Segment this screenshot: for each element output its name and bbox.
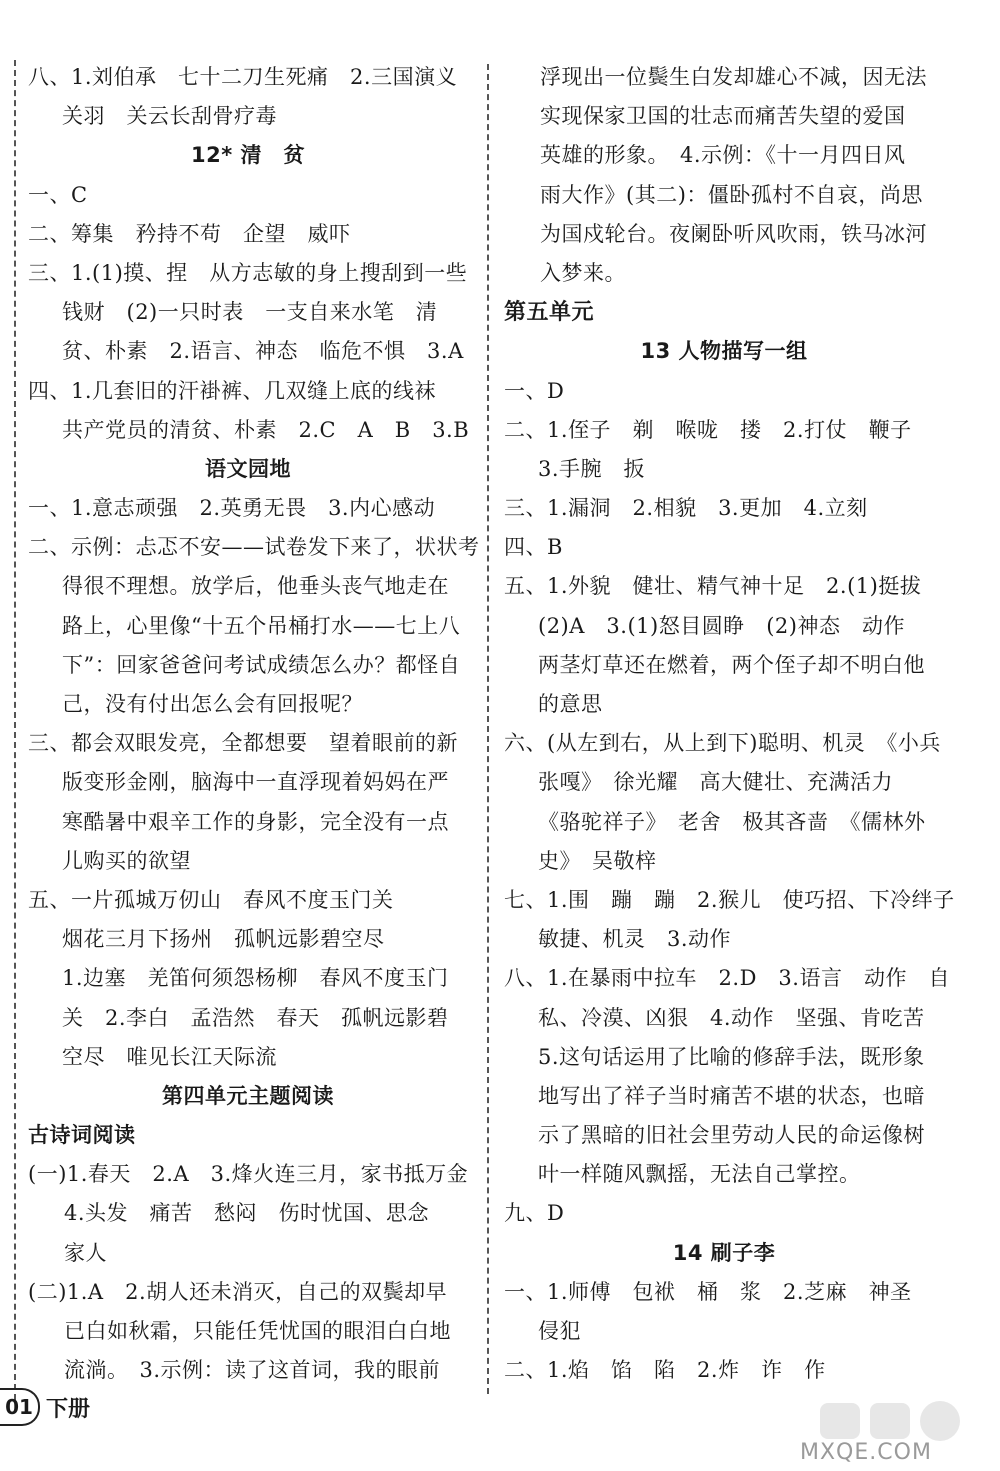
- answer-line: 空尽 唯见长江天际流: [62, 1044, 277, 1069]
- answer-line: 贫、朴素 2.语言、神态 临危不惧 3.A: [62, 339, 464, 364]
- answer-column-right: [504, 58, 955, 1390]
- page-number: 01: [0, 1388, 40, 1426]
- answer-line: 关羽 关云长刮骨疗毒: [62, 104, 277, 129]
- answer-column-left: [28, 58, 480, 1390]
- answer-line: 《骆驼祥子》 老舍 极其吝啬 《儒林外: [538, 809, 926, 834]
- answer-line: 1.边塞 羌笛何须怨杨柳 春风不度玉门: [62, 966, 449, 991]
- answer-line: 九、D: [504, 1201, 565, 1226]
- answer-line: 得很不理想。放学后，他垂头丧气地走在: [62, 574, 449, 599]
- left-margin-rule: [14, 60, 16, 1400]
- answer-line: 史》 吴敬梓: [538, 848, 657, 873]
- answer-line: 家人: [64, 1240, 107, 1265]
- answer-line: 儿购买的欲望: [62, 848, 191, 873]
- answer-line: 钱财 (2)一只时表 一支自来水笔 清: [62, 300, 438, 325]
- answer-line: 二、示例：忐忑不安——试卷发下来了，状状考: [28, 535, 480, 560]
- answer-line: 实现保家卫国的壮志而痛苦失望的爱国: [540, 104, 906, 129]
- answer-line: 13 人物描写一组: [640, 339, 808, 364]
- answer-line: 古诗词阅读: [28, 1123, 136, 1148]
- answer-line: 版变形金刚，脑海中一直浮现着妈妈在严: [62, 770, 449, 795]
- answer-line: 一、1.师傅 包袱 桶 浆 2.芝麻 神圣: [504, 1279, 912, 1304]
- column-divider: [487, 64, 489, 1394]
- answer-line: 的意思: [538, 692, 603, 716]
- watermark-text: MXQE.COM: [800, 1440, 932, 1465]
- answer-line: 雨大作》(其二)：僵卧孤村不自哀，尚思: [540, 182, 923, 207]
- answer-line: 二、1.焰 馅 陷 2.炸 诈 作: [504, 1358, 826, 1383]
- answer-line: 浮现出一位鬓生白发却雄心不减，因无法: [540, 65, 927, 89]
- answer-line: (2)A 3.(1)怒目圆睁 (2)神态 动作: [538, 613, 905, 638]
- answer-line: 示了黑暗的旧社会里劳动人民的命运像树: [538, 1123, 925, 1148]
- answer-line: 流淌。 3.示例：读了这首词，我的眼前: [64, 1358, 441, 1383]
- answer-line: 语文园地: [205, 456, 291, 481]
- answer-line: 八、1.刘伯承 七十二刀生死痛 2.三国演义: [28, 65, 458, 89]
- answer-line: (一)1.春天 2.A 3.烽火连三月，家书抵万金: [28, 1162, 469, 1187]
- answer-line: 寒酷暑中艰辛工作的身影，完全没有一点: [62, 809, 449, 834]
- answer-line: 六、(从左到右，从上到下)聪明、机灵 《小兵: [504, 731, 941, 756]
- answer-line: 14 刷子李: [672, 1240, 776, 1265]
- answer-line: 张嘎》 徐光耀 高大健壮、充满活力: [538, 770, 893, 795]
- answer-line: 3.手腕 扳: [538, 456, 646, 481]
- answer-line: 关 2.李白 孟浩然 春天 孤帆远影碧: [62, 1005, 449, 1030]
- answer-line: 四、B: [504, 535, 563, 560]
- answer-line: 路上，心里像“十五个吊桶打水——七上八: [62, 613, 461, 638]
- answer-line: 共产党员的清贫、朴素 2.C A B 3.B: [62, 417, 470, 442]
- answer-line: 私、冷漠、凶狠 4.动作 坚强、肯吃苦: [538, 1005, 925, 1030]
- answer-line: 四、1.几套旧的汗褂裤、几双缝上底的线袜: [28, 378, 437, 403]
- answer-line: 一、1.意志顽强 2.英勇无畏 3.内心感动: [28, 496, 436, 521]
- answer-line: 三、1.漏洞 2.相貌 3.更加 4.立刻: [504, 496, 868, 521]
- answer-line: 5.这句话运用了比喻的修辞手法，既形象: [538, 1044, 925, 1069]
- answer-line: 烟花三月下扬州 孤帆远影碧空尽: [62, 927, 385, 952]
- answer-line: 入梦来。: [540, 260, 626, 285]
- answer-line: 七、1.围 蹦 蹦 2.猴儿 使巧招、下冷绊子: [504, 887, 955, 912]
- answer-line: 英雄的形象。 4.示例：《十一月四日风: [540, 143, 906, 168]
- answer-line: 二、筹集 矜持不苟 企望 威吓: [28, 221, 351, 246]
- answer-line: 八、1.在暴雨中拉车 2.D 3.语言 动作 自: [504, 966, 950, 991]
- answer-line: 叶一样随风飘摇，无法自己掌控。: [538, 1162, 861, 1187]
- answer-line: 4.头发 痛苦 愁闷 伤时忧国、思念: [64, 1201, 430, 1226]
- answer-line: 五、1.外貌 健壮、精气神十足 2.(1)挺拔: [504, 574, 922, 599]
- answer-line: 敏捷、机灵 3.动作: [538, 927, 732, 952]
- answer-line: 已白如秋霜，只能任凭忧国的眼泪白白地: [64, 1319, 451, 1343]
- answer-line: 三、都会双眼发亮，全都想要 望着眼前的新: [28, 731, 458, 756]
- answer-line: 五、一片孤城万仞山 春风不度玉门关: [28, 887, 394, 912]
- answer-line: 第五单元: [504, 300, 595, 326]
- answer-line: 12* 清 贫: [190, 143, 306, 168]
- answer-line: 三、1.(1)摸、捏 从方志敏的身上搜刮到一些: [28, 260, 468, 285]
- answer-line: 两茎灯草还在燃着，两个侄子却不明白他: [538, 652, 925, 677]
- answer-line: 下”：回家爸爸问考试成绩怎么办？都怪自: [62, 652, 461, 677]
- answer-line: (二)1.A 2.胡人还未消灭，自己的双鬓却早: [28, 1279, 448, 1304]
- answer-line: 侵犯: [538, 1319, 581, 1343]
- answer-line: 一、D: [504, 378, 565, 403]
- answer-line: 第四单元主题阅读: [162, 1083, 334, 1108]
- page-footer: [0, 1388, 90, 1426]
- answer-line: 己，没有付出怎么会有回报呢？: [62, 692, 363, 716]
- answer-line: 一、C: [28, 182, 88, 207]
- volume-label: 下册: [46, 1396, 91, 1422]
- answer-line: 为国戍轮台。夜阑卧听风吹雨，铁马冰河: [540, 221, 927, 246]
- answer-line: 二、1.侄子 剃 喉咙 搂 2.打仗 鞭子: [504, 417, 912, 442]
- answer-line: 地写出了祥子当时痛苦不堪的状态，也暗: [538, 1083, 925, 1108]
